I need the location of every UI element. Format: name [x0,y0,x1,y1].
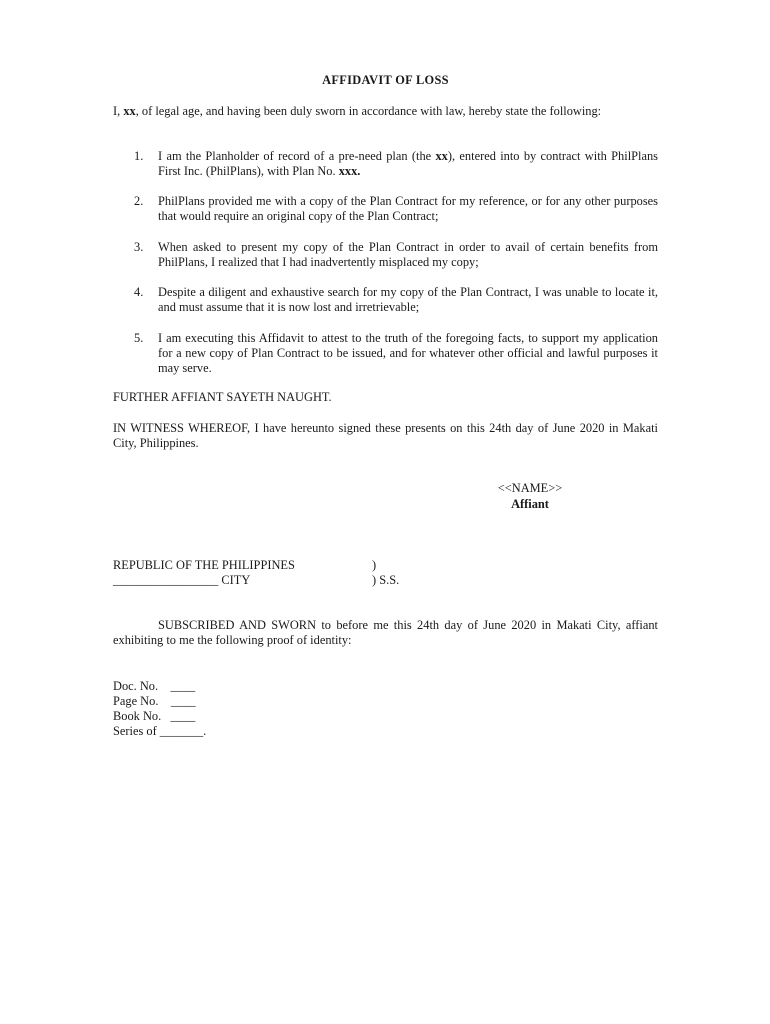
list-item-text: When asked to present my copy of the Plan Contract in order to avail of certain benefits from PhilPlans, I realized that I had inadvertently misplaced my copy; [158,240,658,269]
witness-paragraph: IN WITNESS WHEREOF, I have hereunto signed these presents on this 24th day of June 2020 in Makati City, Philippines. [113,421,658,450]
further-affiant-line: FURTHER AFFIANT SAYETH NAUGHT. [113,390,332,404]
list-item-number: 4. [134,285,144,299]
notarial-page-no: Page No. ____ [113,694,196,708]
signature-role: Affiant [511,497,549,511]
venue-city: _________________ CITY [113,573,251,587]
venue-ss: ) S.S. [372,573,400,587]
item-text-part: ), entered into by contract with PhilPlans First Inc. (PhilPlans), with Plan No. [158,149,658,178]
list-item-text: I am executing this Affidavit to attest to the truth of the foregoing facts, to support my application for a new copy of Plan Contract to be issued, and for whatever other official and lawful purposes it may serve. [158,331,658,375]
signature-name: <<NAME>> [497,481,563,495]
intro-prefix: I, [113,104,124,118]
intro-suffix: , of legal age, and having been duly sworn in accordance with law, hereby state the following: [135,104,602,118]
jurat-paragraph: SUBSCRIBED AND SWORN to before me this 24th day of June 2020 in Makati City, affiant exhibiting to me the following proof of identity: [113,618,658,647]
venue-country: REPUBLIC OF THE PHILIPPINES [113,558,295,572]
affiant-name-placeholder: xx [123,104,136,118]
intro-paragraph [113,104,658,119]
notarial-series: Series of _______. [113,724,207,738]
list-item-number: 5. [134,331,144,345]
list-item-text: PhilPlans provided me with a copy of the Plan Contract for my reference, or for any other purposes that would require an original copy of the Plan Contract; [158,194,658,223]
plan-number-placeholder: xxx. [338,164,361,178]
plan-name-placeholder: xx [435,149,448,163]
document-title: AFFIDAVIT OF LOSS [322,73,449,87]
venue-bracket: ) [372,558,377,572]
notarial-doc-no: Doc. No. ____ [113,679,196,693]
list-item-number: 3. [134,240,144,254]
notarial-book-no: Book No. ____ [113,709,196,723]
list-item-text [158,149,658,179]
list-item-text: Despite a diligent and exhaustive search for my copy of the Plan Contract, I was unable to locate it, and must assume that it is now lost and irretrievable; [158,285,658,314]
list-item-number: 2. [134,194,144,208]
item-text-part: I am the Planholder of record of a pre-need plan (the [158,149,436,163]
list-item-number: 1. [134,149,144,163]
